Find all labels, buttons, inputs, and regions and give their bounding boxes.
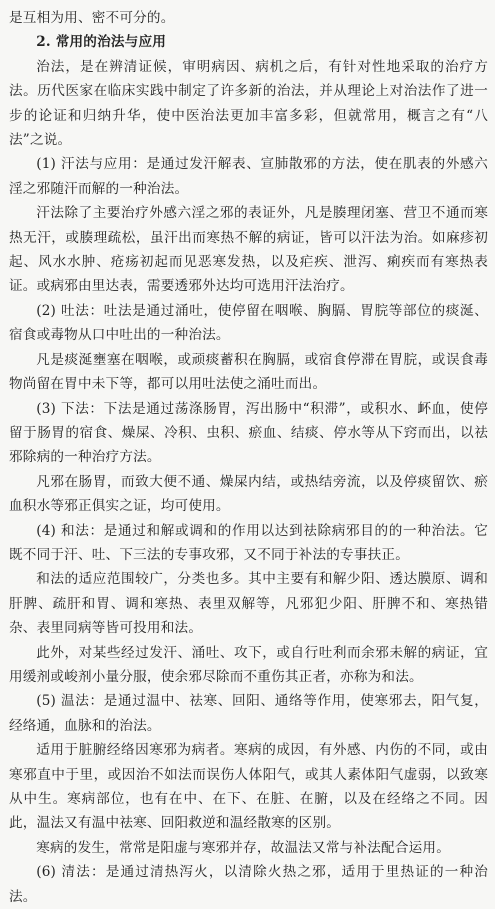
paragraph-purgation-detail: 凡邪在肠胃，而致大便不通、燥屎内结，或热结旁流，以及停痰留饮、瘀血积水等邪正俱实之证，均可使用。 <box>9 473 488 515</box>
paragraph-continuation: 是互相为用、密不可分的。 <box>9 10 175 26</box>
paragraph-warming-method: (5) 温法：是通过温中、祛寒、回阳、通络等作用，使寒邪去，阳气复，经络通，血脉和的治法。 <box>9 693 488 734</box>
paragraph-purgation-method: (3) 下法：下法是通过荡涤肠胃，泻出肠中“积滞”，或积水、衃血，使停留于肠胃的宿食、燥屎、冷积、虫积、瘀血、结痰、停水等从下窍而出，以祛邪除病的一种治疗方法。 <box>9 400 488 466</box>
paragraph-warming-detail: 适用于脏腑经络因寒邪为病者。寒病的成因，有外感、内伤的不同，或由寒邪直中于里，或因治不如法而误伤人体阳气，或其人素体阳气虚弱，以致寒从中生。寒病部位，也有在中、在下、在脏、在腑，以及在经络之不同。因此，温法又有温中祛寒、回阳救逆和温经散寒的区别。 <box>9 742 488 832</box>
paragraph-sweating-method: (1) 汗法与应用：是通过发汗解表、宣肺散邪的方法，使在肌表的外感六淫之邪随汗而解的一种治法。 <box>9 156 488 197</box>
paragraph-warming-combination: 寒病的发生，常常是阳虚与寒邪并存，故温法又常与补法配合运用。 <box>36 839 450 856</box>
paragraph-harmonizing-scope: 和法的适应范围较广，分类也多。其中主要有和解少阳、透达膜原、调和肝脾、疏肝和胃、调和寒热、表里双解等，凡邪犯少阳、肝脾不和、寒热错杂、表里同病等皆可投用和法。 <box>9 571 488 637</box>
paragraph-sweating-detail: 汗法除了主要治疗外感六淫之邪的表证外，凡是腠理闭塞、营卫不通而寒热无汗，或腠理疏松，虽汗出而寒热不解的病证，皆可以汗法为治。如麻疹初起、风水水肿、疮疡初起而见恶寒发热，以及疟疾、泄泻、痢疾而有寒热表证。或病邪由里达表，需要透邪外达均可选用汗法治疗。 <box>9 205 488 295</box>
paragraph-intro: 治法，是在辨清证候，审明病因、病机之后，有针对性地采取的治疗方法。历代医家在临床实践中制定了许多新的治法，并从理论上对治法作了进一步的论证和归纳升华，使中医治法更加丰富多彩，但就常用，概言之有“八法”之说。 <box>9 58 488 149</box>
paragraph-emesis-detail: 凡是痰涎壅塞在咽喉，或顽痰蓄积在胸膈，或宿食停滞在胃脘，或误食毒物尚留在胃中未下等，都可以用吐法使之涌吐而出。 <box>9 351 488 393</box>
paragraph-harmonizing-extra: 此外，对某些经过发汗、涌吐、攻下，或自行吐利而余邪未解的病证，宜用缓剂或峻剂小量分服，使余邪尽除而不重伤其正者，亦称为和法。 <box>9 644 488 685</box>
paragraph-clearing-method: (6) 清法：是通过清热泻火，以清除火热之邪，适用于里热证的一种治法。 <box>9 864 488 905</box>
paragraph-emesis-method: (2) 吐法：吐法是通过涌吐，使停留在咽喉、胸膈、胃脘等部位的痰涎、宿食或毒物从口中吐出的一种治法。 <box>9 302 488 344</box>
section-heading: 2. 常用的治法与应用 <box>36 34 167 51</box>
paragraph-harmonizing-method: (4) 和法：是通过和解或调和的作用以达到祛除病邪目的的一种治法。它既不同于汗、吐、下三法的专事攻邪，又不同于补法的专事扶正。 <box>9 522 488 563</box>
